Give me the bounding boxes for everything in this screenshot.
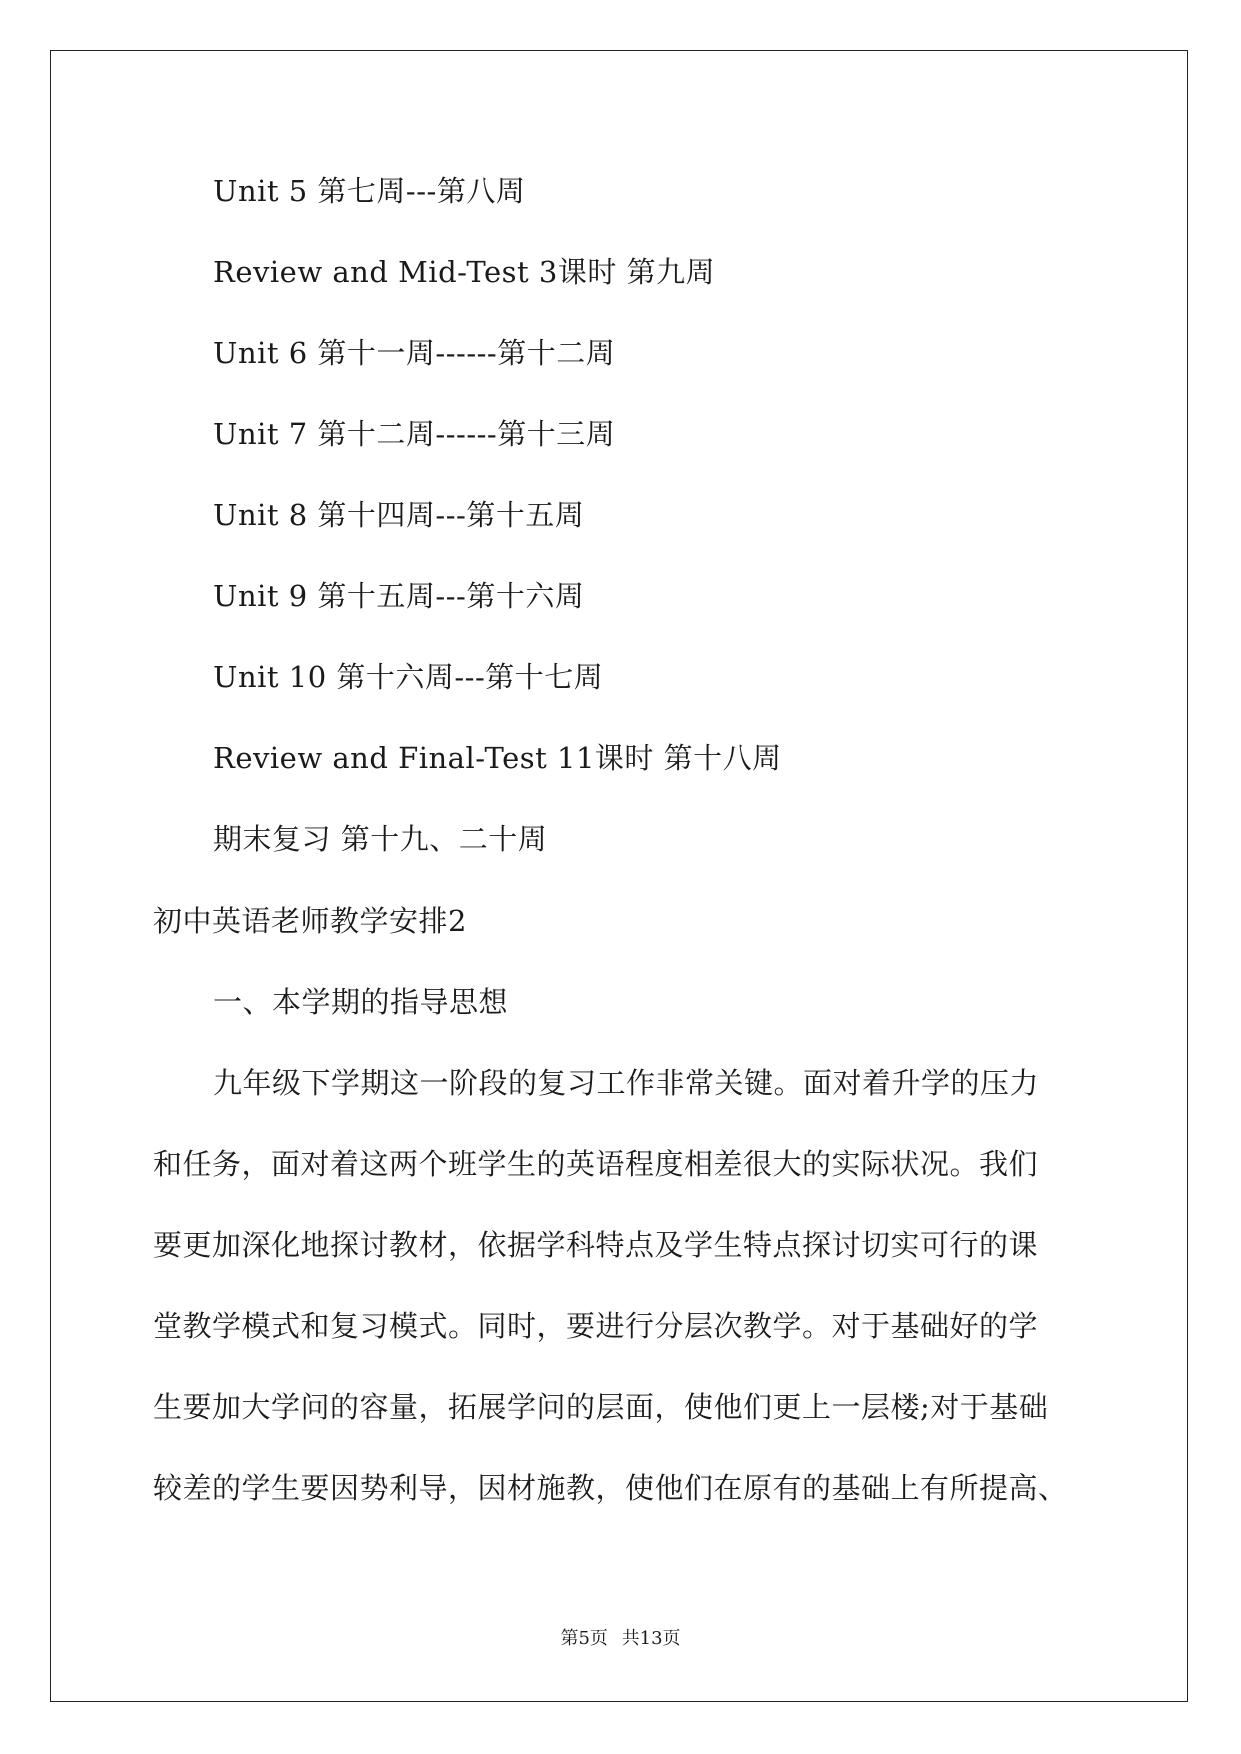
current-page-number: 第5页 [560,1628,608,1649]
body-paragraph-line: 九年级下学期这一阶段的复习工作非常关键。面对着升学的压力 [213,1066,1040,1100]
schedule-line-mid-test: Review and Mid-Test 3课时 第九周 [213,255,716,289]
schedule-line-unit-7: Unit 7 第十二周------第十三周 [213,417,616,451]
schedule-line-unit-9: Unit 9 第十五周---第十六周 [213,579,585,613]
schedule-line-unit-10: Unit 10 第十六周---第十七周 [213,660,604,694]
body-paragraph-line: 较差的学生要因势利导，因材施教，使他们在原有的基础上有所提高、 [153,1471,1068,1505]
schedule-line-unit-8: Unit 8 第十四周---第十五周 [213,498,585,532]
page-footer [0,1627,1241,1651]
schedule-line-unit-6: Unit 6 第十一周------第十二周 [213,336,616,370]
section-title: 初中英语老师教学安排2 [153,904,467,938]
total-page-count: 共13页 [621,1628,681,1649]
schedule-line-unit-5: Unit 5 第七周---第八周 [213,174,526,208]
subsection-title: 一、本学期的指导思想 [213,985,509,1019]
body-paragraph-line: 生要加大学问的容量，拓展学问的层面，使他们更上一层楼;对于基础 [153,1390,1049,1424]
body-paragraph-line: 和任务，面对着这两个班学生的英语程度相差很大的实际状况。我们 [153,1147,1039,1181]
body-paragraph-line: 要更加深化地探讨教材，依据学科特点及学生特点探讨切实可行的课 [153,1228,1039,1262]
schedule-line-final-review: 期末复习 第十九、二十周 [213,822,548,856]
schedule-line-final-test: Review and Final-Test 11课时 第十八周 [213,741,782,775]
body-paragraph-line: 堂教学模式和复习模式。同时，要进行分层次教学。对于基础好的学 [153,1309,1039,1343]
page-border [50,50,1188,1702]
